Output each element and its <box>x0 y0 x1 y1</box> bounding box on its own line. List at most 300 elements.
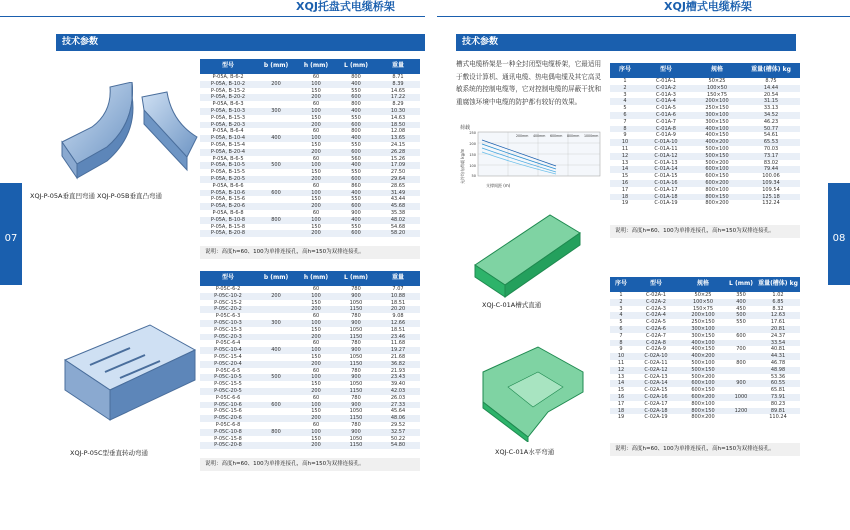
chart-yticks <box>469 131 476 178</box>
table-cell: 24.37 <box>770 332 786 339</box>
table-cell <box>256 196 296 203</box>
table-cell: 550 <box>351 114 361 121</box>
table-cell <box>726 414 756 421</box>
table-cell <box>726 387 756 394</box>
table-cell <box>256 361 296 368</box>
table-cell: P-05C-20-3 <box>200 334 256 341</box>
table-cell: 200 <box>296 415 336 422</box>
table-cell: 780 <box>351 394 361 401</box>
table-cell: 60.55 <box>756 380 800 387</box>
table-row <box>610 292 800 299</box>
table-cell: 900 <box>336 402 376 409</box>
table-cell: C-02A-7 <box>646 332 666 339</box>
table-row <box>610 105 800 112</box>
table-row <box>200 135 420 142</box>
table-row <box>610 153 800 160</box>
table-cell <box>256 210 296 217</box>
table-cell <box>256 74 296 81</box>
table-cell: 300 <box>256 320 296 327</box>
convex-bend-icon <box>142 92 197 170</box>
table-row <box>200 190 420 197</box>
table-cell: C-01A-2 <box>640 85 692 92</box>
table-cell: P-05A, B-6-6 <box>212 182 244 189</box>
table-row <box>200 183 420 190</box>
table-cell: 48.06 <box>376 415 420 422</box>
table-cell: 1050 <box>349 326 363 333</box>
table-cell: 500×100 <box>705 145 729 152</box>
table-row <box>200 368 420 375</box>
table-cell: 11 <box>621 145 629 152</box>
table-cell: 1050 <box>349 435 363 442</box>
table-cell: P-05A, B-6-8 <box>212 209 244 216</box>
table-cell: 23.46 <box>376 334 420 341</box>
table-cell: P-05A, B-10-4 <box>200 135 256 142</box>
table-cell: 54.61 <box>763 132 779 139</box>
table-cell: C-01A-3 <box>656 91 676 98</box>
table-cell: 46.23 <box>763 118 779 125</box>
table-cell: 80.23 <box>770 400 786 407</box>
table-cell: 200 <box>296 361 336 368</box>
table-cell: 26.28 <box>376 149 420 156</box>
table-cell: C-01A-1 <box>656 78 676 84</box>
column-header: 型号 <box>640 63 692 78</box>
table-row <box>200 354 420 361</box>
table-row <box>200 128 420 135</box>
table-cell: 39.40 <box>390 381 406 388</box>
table-cell <box>256 230 296 237</box>
left-page-number: 07 <box>4 233 18 244</box>
table-row <box>610 85 800 92</box>
table-body <box>200 74 420 237</box>
table-cell: 110.24 <box>769 414 787 421</box>
table-cell: 200 <box>296 176 336 183</box>
table-cell: 400 <box>336 81 376 88</box>
table-cell <box>256 368 296 375</box>
table-cell: P-05A, B-6-5 <box>212 155 244 162</box>
table-cell: 250×150 <box>705 105 729 112</box>
table-row <box>610 200 800 207</box>
column-header: 序号 <box>610 63 640 78</box>
table-row <box>200 408 420 415</box>
table-cell: 6 <box>610 326 632 333</box>
table-cell: P-05C-15-2 <box>214 299 242 306</box>
table-cell: 780 <box>351 367 361 374</box>
table-cell: 200 <box>296 442 336 449</box>
table-cell: 400×150 <box>691 346 715 353</box>
table-cell: P-05C-6-3 <box>215 313 241 320</box>
table-cell: P-05C-15-4 <box>214 353 242 360</box>
table-cell <box>256 156 296 163</box>
table-cell: 35.38 <box>390 209 406 216</box>
left-page-tab <box>0 183 22 285</box>
table-cell: 5 <box>619 319 623 326</box>
table-cell: 500×150 <box>680 367 726 374</box>
table-row <box>610 180 800 187</box>
table-cell: 15.26 <box>390 155 406 162</box>
table-cell: C-02A-6 <box>632 326 680 333</box>
table-cell: 250×150 <box>691 319 715 326</box>
legend-entry: 400mm <box>533 134 546 138</box>
table-cell: 150 <box>311 408 321 415</box>
right-header-title: XQJ槽式电缆桥架 <box>664 0 752 13</box>
table-row <box>610 119 800 126</box>
right-caption-top: XQJ-C-01A槽式直通 <box>482 301 542 309</box>
table-cell: P-05C-6-6 <box>215 394 241 401</box>
table-cell: 3 <box>619 305 623 312</box>
table-row <box>200 224 420 231</box>
table-cell: 600×100 <box>692 166 742 173</box>
table-cell: 900 <box>336 429 376 436</box>
table-cell: 45.68 <box>376 203 420 210</box>
table-row <box>200 320 420 327</box>
table-cell: 109.34 <box>742 180 800 187</box>
table-row <box>610 380 800 387</box>
table-cell: P-05C-20-4 <box>200 361 256 368</box>
table-cell: 1050 <box>349 381 363 388</box>
table-cell: P-05A, B-6-3 <box>212 101 244 108</box>
table-cell: 8 <box>610 126 640 133</box>
table-row <box>610 126 800 133</box>
table-cell: 9.08 <box>392 313 404 320</box>
table-cell: 40.81 <box>770 346 786 353</box>
table-cell: C-02A-15 <box>644 387 668 394</box>
table-cell: 7 <box>619 332 623 339</box>
table-cell <box>256 422 296 429</box>
column-header: 规格 <box>692 63 742 78</box>
table-cell: 4 <box>610 312 632 319</box>
table-cell: 600 <box>336 149 376 156</box>
table-cell: 18.51 <box>390 326 406 333</box>
table-cell: 100 <box>296 293 336 300</box>
table-cell: 31.49 <box>376 190 420 197</box>
table-cell <box>256 381 296 388</box>
horizontal-bend-illustration <box>478 342 588 442</box>
table-cell <box>256 286 296 293</box>
table-cell: C-02A-4 <box>632 312 680 319</box>
table-cell: 12.66 <box>376 320 420 327</box>
table-row <box>200 436 420 443</box>
table-cell: C-02A-16 <box>632 394 680 401</box>
table-cell: P-05C-10-2 <box>200 293 256 300</box>
table-cell: 109.54 <box>762 186 780 193</box>
table-row <box>200 415 420 422</box>
table-cell: 42.03 <box>376 388 420 395</box>
table-cell: 550 <box>351 141 361 148</box>
table-cell: 500 <box>256 162 296 169</box>
table-cell: 100 <box>296 374 336 381</box>
legend-entry: 600mm <box>550 134 563 138</box>
table-cell: 100.06 <box>762 173 780 180</box>
table-cell: 65.81 <box>770 387 786 394</box>
table-cell: P-05A, B-20-6 <box>200 203 256 210</box>
table-cell <box>726 374 756 381</box>
table-row <box>610 312 800 319</box>
table-cell: 600 <box>336 203 376 210</box>
table-cell: 79.44 <box>742 166 800 173</box>
table-cell: 14.63 <box>390 114 406 121</box>
table-cell: 45.64 <box>390 408 406 415</box>
left-table-top <box>200 59 420 237</box>
table-row <box>610 166 800 173</box>
table-cell: C-02A-12 <box>632 367 680 374</box>
table-cell: 400 <box>336 135 376 142</box>
table-cell: 300×100 <box>692 112 742 119</box>
table-cell: 10 <box>610 353 632 360</box>
right-section-band: 技术参数 <box>456 34 796 51</box>
table-cell: 900 <box>726 380 756 387</box>
table-cell: 200 <box>296 122 336 129</box>
table-cell: C-02A-10 <box>632 353 680 360</box>
column-header: 重量(槽体) kg <box>756 277 800 292</box>
table-cell: 33.54 <box>756 340 800 347</box>
y-tick-label: 200 <box>469 142 476 146</box>
intro-paragraph: 槽式电缆桥架是一种全封闭型电缆桥架，它最适用于敷设计算机、通讯电缆、热电偶电缆及其它高灵敏系统的控制电缆等，它对控制电缆的屏蔽干扰和重腐蚀环境中电缆的防护都有较好的效果。 <box>456 60 602 106</box>
column-header: b (mm) <box>256 271 296 286</box>
table-cell: 8.71 <box>392 74 404 80</box>
table-row <box>610 340 800 347</box>
table-cell <box>726 353 756 360</box>
table-body <box>610 78 800 207</box>
table-row <box>200 347 420 354</box>
table-cell: 50×25 <box>708 78 726 84</box>
table-row <box>610 333 800 340</box>
table-cell <box>256 122 296 129</box>
table-cell: 100 <box>296 162 336 169</box>
table-cell: 800 <box>256 217 296 224</box>
table-cell: P-05A, B-15-5 <box>210 169 246 176</box>
table-cell: C-01A-19 <box>654 200 678 207</box>
table-cell: 12 <box>610 153 640 160</box>
table-cell: 23.43 <box>376 374 420 381</box>
table-cell: 32.57 <box>376 429 420 436</box>
table-cell: P-05A, B-20-8 <box>200 230 256 237</box>
table-row <box>200 374 420 381</box>
table-cell: 50×25 <box>694 292 712 298</box>
table-cell: 7 <box>623 118 627 125</box>
table-cell: C-01A-4 <box>640 98 692 105</box>
table-cell: 18.50 <box>376 122 420 129</box>
table-cell: P-05A, B-15-6 <box>210 196 246 203</box>
table-cell: 800×150 <box>692 194 742 201</box>
table-cell: 21.93 <box>390 367 406 374</box>
table-cell: P-05C-10-3 <box>200 320 256 327</box>
table-cell: C-02A-18 <box>632 408 680 415</box>
table-cell <box>256 149 296 156</box>
table-cell: 1200 <box>726 408 756 415</box>
table-row <box>200 361 420 368</box>
table-cell: 150 <box>311 141 321 148</box>
left-table-bottom <box>200 271 420 449</box>
table-cell: 300 <box>256 108 296 115</box>
table-cell: P-05A, B-10-3 <box>200 108 256 115</box>
table-cell <box>256 88 296 95</box>
table-row <box>200 217 420 224</box>
right-page-tab <box>828 183 850 285</box>
table-cell: 60 <box>312 74 320 80</box>
table-cell: C-01A-10 <box>640 139 692 146</box>
table-cell: 600 <box>336 230 376 237</box>
table-row <box>610 194 800 201</box>
table-cell: 1150 <box>336 306 376 313</box>
table-cell: 500×200 <box>691 373 715 380</box>
table-cell: C-02A-1 <box>646 292 666 298</box>
table-cell: 100 <box>296 429 336 436</box>
table-cell: P-05A, B-15-8 <box>210 223 246 230</box>
table-cell: 150 <box>311 223 321 230</box>
right-header-rule <box>437 16 850 17</box>
table-cell: 20.20 <box>376 306 420 313</box>
table-row <box>200 422 420 429</box>
table-cell: 900 <box>351 209 361 216</box>
table-row <box>610 299 800 306</box>
table-cell: P-05C-6-8 <box>215 421 241 428</box>
table-cell: 10.88 <box>376 293 420 300</box>
table-cell: P-05A, B-20-3 <box>200 122 256 129</box>
table-cell: 200 <box>296 306 336 313</box>
table-cell: 18 <box>610 194 640 201</box>
table-cell: 200 <box>256 81 296 88</box>
table-cell: 8.29 <box>392 101 404 108</box>
table-cell: 13 <box>617 373 625 380</box>
table-row <box>200 442 420 449</box>
table-cell: P-05C-15-3 <box>214 326 242 333</box>
table-cell: P-05C-15-5 <box>214 381 242 388</box>
table-cell: 1150 <box>336 442 376 449</box>
table-cell: 400×100 <box>692 126 742 133</box>
table-cell: 60 <box>312 367 320 374</box>
table-cell: C-02A-8 <box>632 340 680 347</box>
table-row <box>610 139 800 146</box>
table-cell: 27.50 <box>390 169 406 176</box>
table-cell: C-01A-6 <box>640 112 692 119</box>
table-cell: 6.85 <box>756 299 800 306</box>
table-row <box>610 387 800 394</box>
table-cell <box>256 442 296 449</box>
table-cell: 83.02 <box>763 159 779 166</box>
table-cell: 5 <box>623 105 627 112</box>
table-row <box>610 98 800 105</box>
table-cell: 150 <box>311 326 321 333</box>
table-cell <box>256 334 296 341</box>
table-cell: 3 <box>623 91 627 98</box>
table-cell: 27.33 <box>376 402 420 409</box>
table-cell: 800×200 <box>705 200 729 207</box>
table-cell: 200 <box>296 149 336 156</box>
table-row <box>200 210 420 217</box>
table-cell: 150 <box>311 114 321 121</box>
table-cell: 200×100 <box>680 312 726 319</box>
column-header: b (mm) <box>256 59 296 74</box>
table-cell: 2 <box>610 85 640 92</box>
table-cell <box>256 436 296 443</box>
table-cell: 600×150 <box>691 387 715 394</box>
table-row <box>200 81 420 88</box>
table-row <box>610 92 800 99</box>
table-cell: 60 <box>312 421 320 428</box>
table-row <box>200 142 420 149</box>
table-cell: 200 <box>296 230 336 237</box>
table-cell <box>256 101 296 108</box>
table-cell: 60 <box>312 313 320 320</box>
table-cell: P-05A, B-10-6 <box>200 190 256 197</box>
table-row <box>200 327 420 334</box>
table-cell <box>726 340 756 347</box>
table-row <box>200 203 420 210</box>
table-cell: P-05C-20-2 <box>200 306 256 313</box>
table-cell: 17.09 <box>376 162 420 169</box>
left-header-title: XQJ托盘式电缆桥架 <box>296 0 395 13</box>
vertical-bend-illustration <box>52 82 202 197</box>
table-cell: 13 <box>621 159 629 166</box>
table-cell: 800×200 <box>691 414 715 421</box>
table-cell: 400 <box>336 217 376 224</box>
left-caption-bottom: XQJ-P-05C型垂直转动弯通 <box>70 449 149 457</box>
table-cell: C-01A-15 <box>654 173 678 180</box>
table-cell <box>256 128 296 135</box>
table-cell: 200 <box>296 388 336 395</box>
table-cell: C-01A-17 <box>654 186 678 193</box>
table-cell: 500 <box>726 312 756 319</box>
table-cell: P-05A, B-6-4 <box>212 128 244 135</box>
table-cell <box>256 169 296 176</box>
column-header: L (mm) <box>336 271 376 286</box>
table-cell: 17.22 <box>376 94 420 101</box>
legend-entry: 1000mm <box>584 134 599 138</box>
column-header: L (mm) <box>726 277 756 292</box>
table-row <box>610 132 800 139</box>
table-cell: 550 <box>351 169 361 176</box>
table-cell: P-05C-10-4 <box>200 347 256 354</box>
table-cell <box>256 224 296 231</box>
table-cell: 48.02 <box>376 217 420 224</box>
table-cell: 26.03 <box>390 394 406 401</box>
table-cell: 300×100 <box>680 326 726 333</box>
table-cell: 400 <box>256 135 296 142</box>
table-cell <box>256 176 296 183</box>
table-cell: 1.02 <box>772 292 784 298</box>
table-cell: 100 <box>296 217 336 224</box>
table-cell: P-05A, B-15-3 <box>210 114 246 121</box>
table-cell: 500×100 <box>691 359 715 366</box>
table-cell: C-01A-14 <box>640 166 692 173</box>
table-row <box>200 74 420 81</box>
table-cell: 73.91 <box>756 394 800 401</box>
load-chart <box>456 122 604 192</box>
table-cell: 600×100 <box>680 380 726 387</box>
table-cell: 200 <box>256 293 296 300</box>
table-cell: 60 <box>312 101 320 108</box>
right-page-number: 08 <box>832 233 846 244</box>
table-cell: 780 <box>351 421 361 428</box>
table-cell: 800 <box>736 359 746 366</box>
table-cell: 500×200 <box>705 159 729 166</box>
table-cell <box>256 115 296 122</box>
table-cell: 60 <box>312 182 320 189</box>
table-cell: 65.53 <box>742 139 800 146</box>
table-cell <box>726 367 756 374</box>
table-cell: 15 <box>617 387 625 394</box>
table-cell: 400 <box>336 162 376 169</box>
table-cell: 46.78 <box>770 359 786 366</box>
table-row <box>200 286 420 293</box>
table-row <box>200 94 420 101</box>
table-cell: 60 <box>312 340 320 347</box>
table-cell: 550 <box>351 223 361 230</box>
y-tick-label: 250 <box>469 131 476 135</box>
table-row <box>610 408 800 415</box>
left-table-top-note: 说明：高度h=60、100为单排连接孔，高h=150为双排连接孔。 <box>200 246 420 259</box>
table-cell: P-05A, B-10-5 <box>200 162 256 169</box>
